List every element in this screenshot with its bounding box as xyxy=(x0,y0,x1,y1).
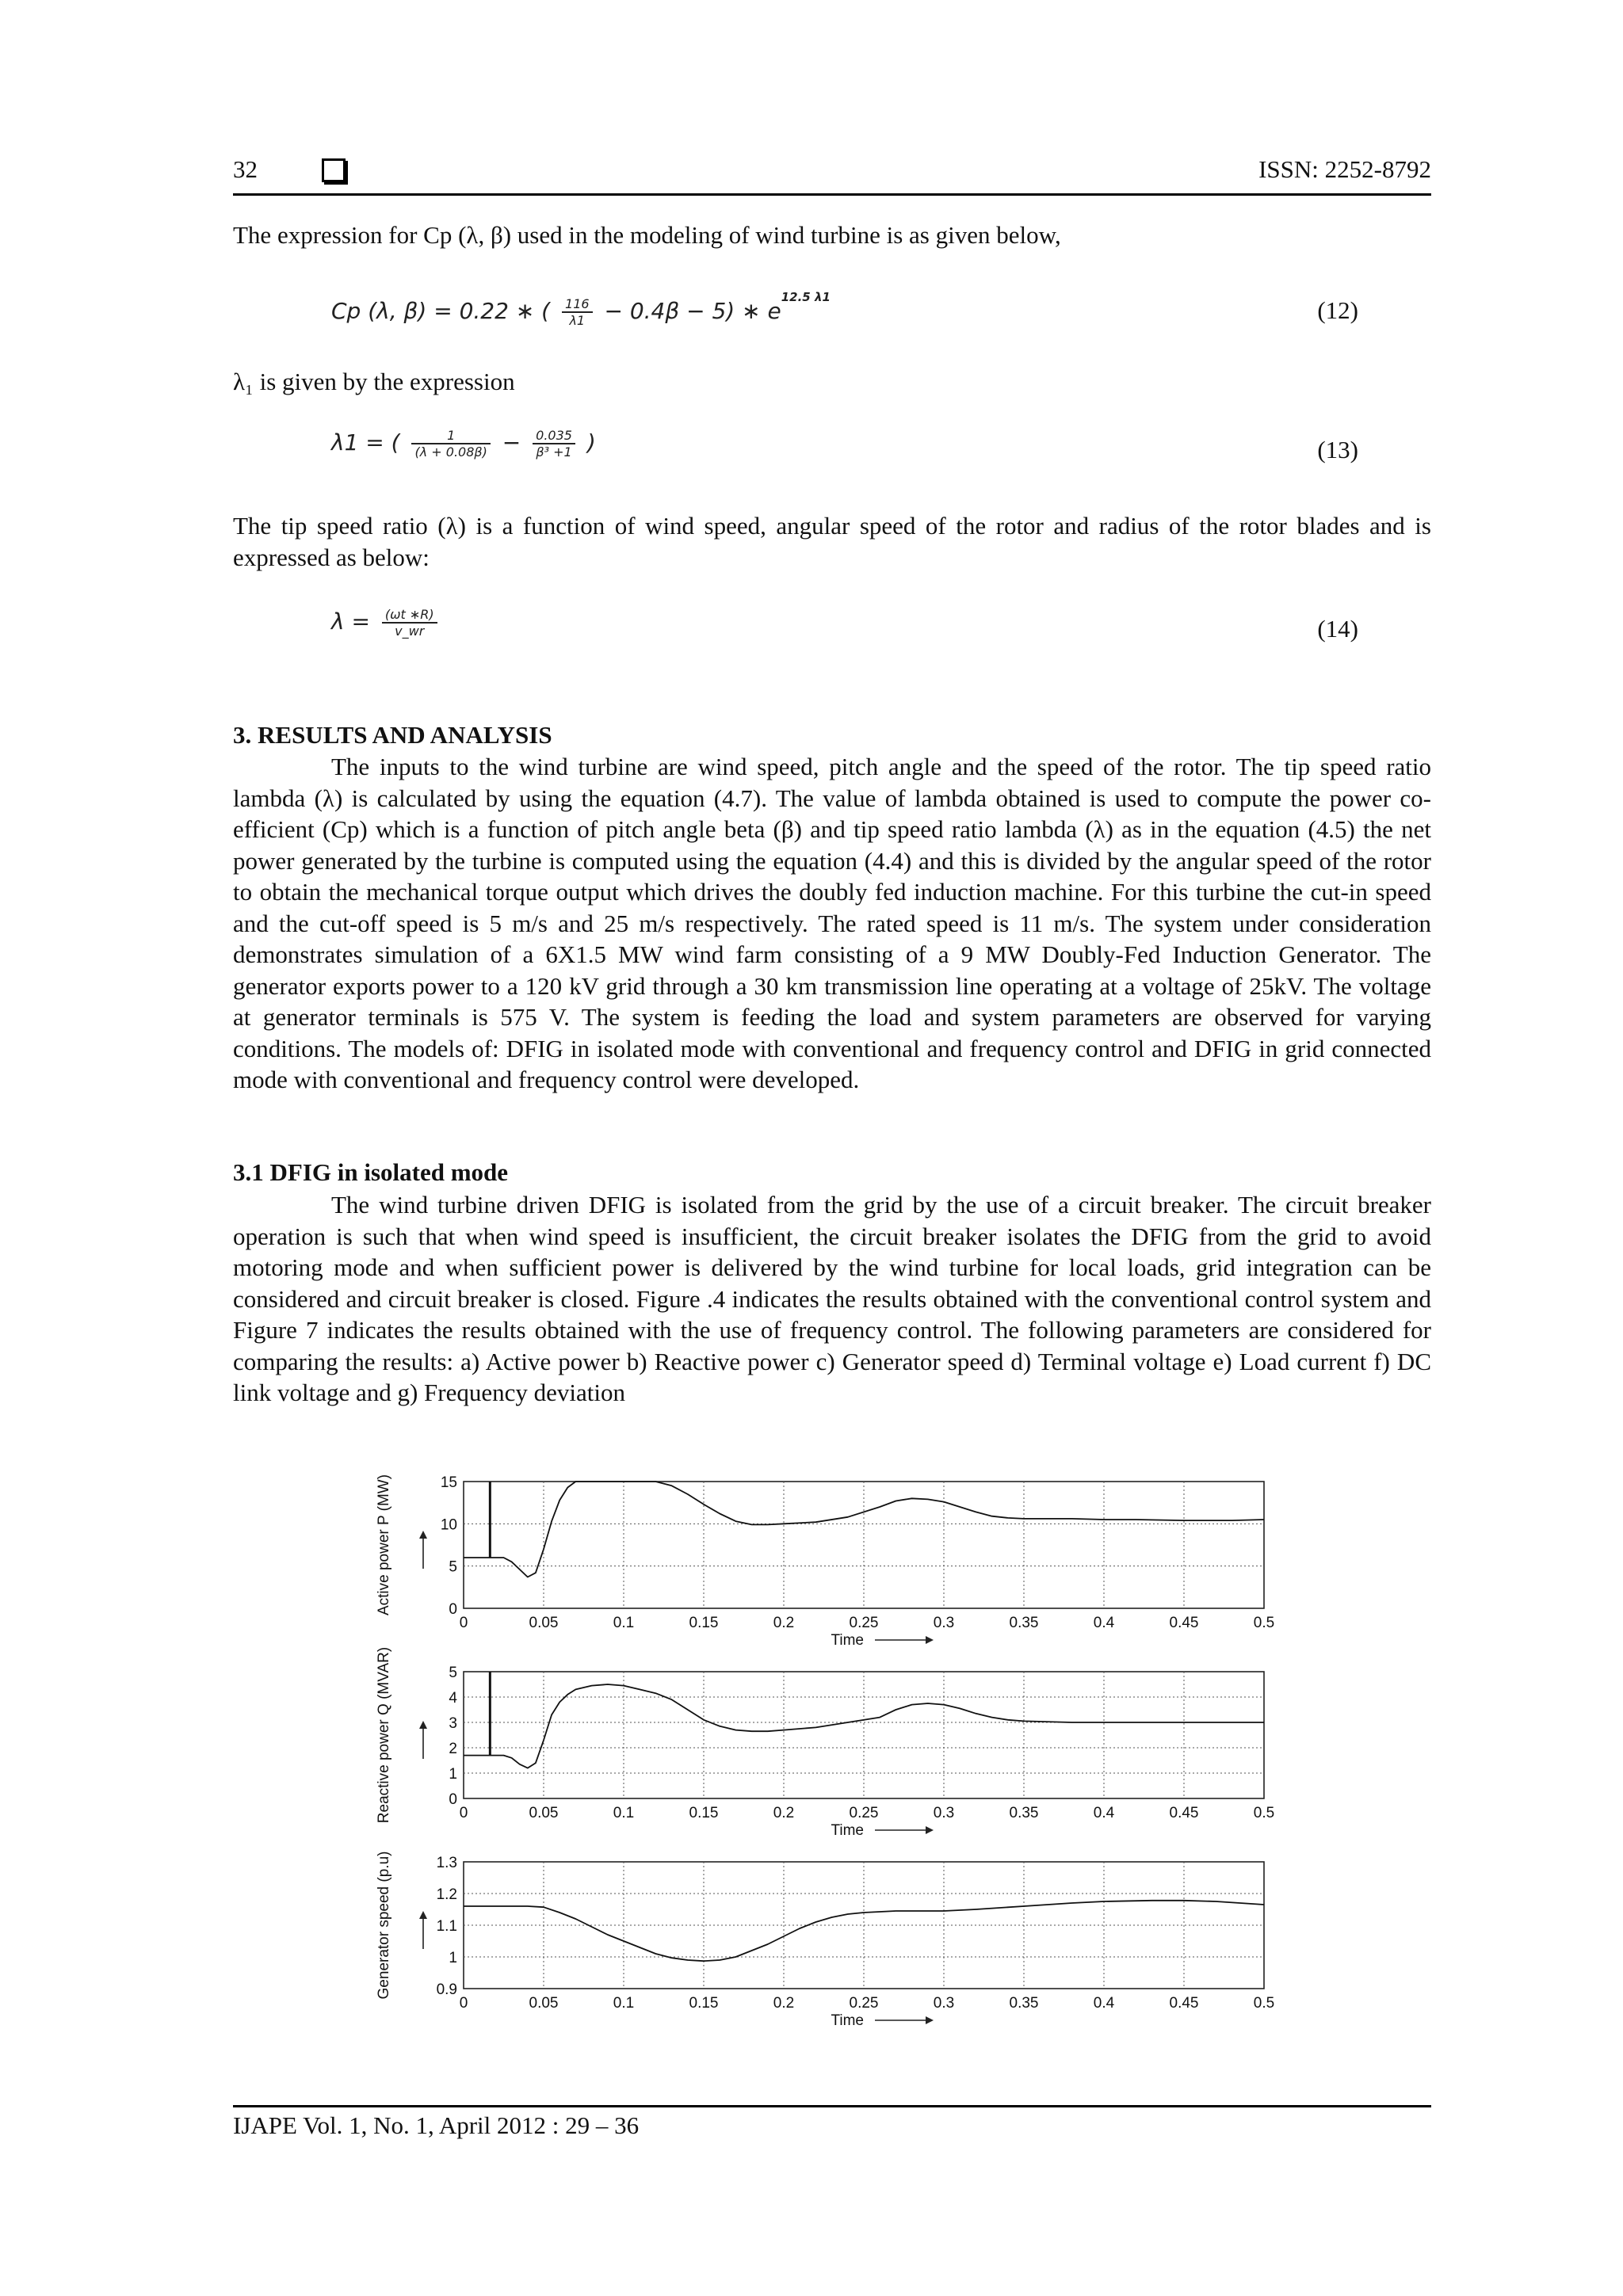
section-3-heading: 3. RESULTS AND ANALYSIS xyxy=(233,721,552,749)
eq14-lhs: λ = xyxy=(331,608,370,635)
section-3-1-paragraph: The wind turbine driven DFIG is isolated from the grid by the use of a circuit breaker. The circuit breaker operation is such that when wind speed is insufficient, the circuit breaker isolates the DFIG from the grid to avoid motoring mode and when sufficient power is delivered by the wind turbine for local loads, grid integration can be considered and circuit breaker is closed. Figure .4 indicates the results obtained with the conventional control system and Figure 7 indicates the results obtained with the use of frequency control. The following parameters are considered for comparing the results: a) Active power b) Reactive power c) Generator speed d) Terminal voltage e) Load current f) DC link voltage and g) Frequency deviation xyxy=(233,1191,1431,1406)
eq13-minus: − xyxy=(502,429,529,456)
x-tick-label: 0 xyxy=(459,1805,468,1821)
y-tick-label: 5 xyxy=(449,1558,457,1576)
equation-14-body xyxy=(331,607,442,639)
eq12-frac-den: λ1 xyxy=(569,313,586,328)
y-axis-label: Active power P (MW) xyxy=(376,1474,392,1616)
eq13-frac2-den: β³ +1 xyxy=(536,444,572,460)
equation-12-body xyxy=(331,290,831,328)
equation-13 xyxy=(233,428,1358,483)
eq13-frac1-num: 1 xyxy=(411,428,490,444)
y-tick-label: 3 xyxy=(449,1715,457,1732)
x-tick-label: 0.3 xyxy=(933,1995,955,2012)
x-tick-label: 0.2 xyxy=(773,1995,795,2012)
equation-14 xyxy=(233,607,1358,662)
y-tick-label: 2 xyxy=(449,1741,457,1757)
eq13-close: ) xyxy=(586,429,596,456)
eq12-fraction xyxy=(562,296,593,328)
x-tick-label: 0.35 xyxy=(1009,1995,1039,2012)
x-tick-label: 0.25 xyxy=(849,1805,879,1821)
eq14-frac-den: v_wr xyxy=(395,624,425,639)
intro-text: The expression for Cp (λ, β) used in the modeling of wind turbine is as given below, xyxy=(233,221,1061,249)
eq13-fraction-2 xyxy=(533,428,575,460)
y-axis-arrow-head xyxy=(419,1911,427,1919)
eq13-frac1-den: (λ + 0.08β) xyxy=(414,444,487,460)
x-tick-label: 0.4 xyxy=(1093,1805,1115,1821)
y-tick-label: 0 xyxy=(449,1601,457,1618)
y-axis-label: Generator speed (p.u) xyxy=(376,1851,392,2000)
x-tick-label: 0.2 xyxy=(773,1615,795,1631)
equation-13-number: (13) xyxy=(1317,436,1358,463)
y-tick-label: 1.2 xyxy=(436,1886,457,1903)
x-axis-label: Time xyxy=(831,1632,864,1649)
x-tick-label: 0.5 xyxy=(1253,1995,1275,2012)
x-tick-label: 0.05 xyxy=(529,1995,559,2012)
page-header xyxy=(233,155,1431,196)
y-tick-label: 1.3 xyxy=(436,1855,457,1871)
eq14-fraction xyxy=(382,607,437,639)
x-tick-label: 0.45 xyxy=(1169,1995,1199,2012)
x-tick-label: 0.5 xyxy=(1253,1805,1275,1821)
y-tick-label: 1 xyxy=(449,1950,457,1966)
x-tick-label: 0.1 xyxy=(613,1805,635,1821)
x-tick-label: 0.2 xyxy=(773,1805,795,1821)
x-tick-label: 0.15 xyxy=(689,1615,719,1631)
x-axis-arrow-head xyxy=(926,1826,934,1834)
y-tick-label: 1.1 xyxy=(436,1918,457,1935)
figure-charts xyxy=(365,1458,1284,2044)
x-tick-label: 0.25 xyxy=(849,1615,879,1631)
footer-rule xyxy=(233,2105,1431,2107)
x-tick-label: 0.25 xyxy=(849,1995,879,2012)
section-3-1-heading: 3.1 DFIG in isolated mode xyxy=(233,1158,509,1186)
eq13-frac2-num: 0.035 xyxy=(533,428,575,444)
eq12-rhs: − 0.4β − 5) ∗ e xyxy=(604,298,781,324)
x-tick-label: 0.15 xyxy=(689,1995,719,2012)
y-tick-label: 5 xyxy=(449,1665,457,1681)
y-tick-label: 1 xyxy=(449,1766,457,1783)
x-tick-label: 0.45 xyxy=(1169,1805,1199,1821)
eq12-frac-num: 116 xyxy=(562,296,593,313)
y-tick-label: 15 xyxy=(440,1474,457,1491)
x-axis-label: Time xyxy=(831,2012,864,2029)
tsr-text: The tip speed ratio (λ) is a function of wind speed, angular speed of the rotor and radius of the rotor blades and is expressed as below: xyxy=(233,512,1431,571)
y-tick-label: 0.9 xyxy=(436,1981,457,1998)
y-axis-arrow-head xyxy=(419,1531,427,1539)
x-tick-label: 0 xyxy=(459,1615,468,1631)
footer-citation: IJAPE Vol. 1, No. 1, April 2012 : 29 – 36 xyxy=(233,2111,640,2139)
x-tick-label: 0.05 xyxy=(529,1805,559,1821)
eq13-fraction-1 xyxy=(411,428,490,460)
y-axis-arrow-head xyxy=(419,1721,427,1729)
checkbox-square-icon xyxy=(322,158,346,182)
x-tick-label: 0.1 xyxy=(613,1995,635,2012)
issn-label: ISSN: 2252-8792 xyxy=(1258,155,1431,183)
x-axis-arrow-head xyxy=(926,1636,934,1644)
eq13-lhs: λ1 = ( xyxy=(331,429,400,456)
eq14-frac-num: (ωt ∗R) xyxy=(382,607,437,624)
x-tick-label: 0.35 xyxy=(1009,1805,1039,1821)
equation-14-number: (14) xyxy=(1317,615,1358,643)
x-axis-label: Time xyxy=(831,1822,864,1839)
eq12-exponent: 12.5 λ1 xyxy=(781,290,831,304)
y-tick-label: 0 xyxy=(449,1791,457,1808)
x-tick-label: 0.4 xyxy=(1093,1615,1115,1631)
x-tick-label: 0.15 xyxy=(689,1805,719,1821)
x-axis-arrow-head xyxy=(926,2016,934,2024)
eq12-lhs: Cp (λ, β) = 0.22 ∗ ( xyxy=(331,298,551,324)
section-3-paragraph: The inputs to the wind turbine are wind speed, pitch angle and the speed of the rotor. The tip speed ratio lambda (λ) is calculated by using the equation (4.7). The value of lambda obtained is used to compute the power co-efficient (Cp) which is a function of pitch angle beta (β) and tip speed ratio lambda (λ) as in the equation (4.5) the net power generated by the turbine is computed using the equation (4.4) and this is divided by the angular speed of the rotor to obtain the mechanical torque output which drives the doubly fed induction machine. For this turbine the cut-in speed and the cut-off speed is 5 m/s and 25 m/s respectively. The rated speed is 11 m/s. The system under consideration demonstrates simulation of a 6X1.5 MW wind farm consisting of a 9 MW Doubly-Fed Induction Generator. The generator exports power to a 120 kV grid through a 30 km transmission line operating at a voltage of 25kV. The voltage at generator terminals is 575 V. The system is feeding the load and system parameters are observed for varying conditions. The models of: DFIG in isolated mode with conventional and frequency control and DFIG in grid connected mode with conventional and frequency control were developed. xyxy=(233,753,1431,1093)
equation-12-number: (12) xyxy=(1317,296,1358,324)
x-tick-label: 0.1 xyxy=(613,1615,635,1631)
x-tick-label: 0.4 xyxy=(1093,1995,1115,2012)
x-tick-label: 0.5 xyxy=(1253,1615,1275,1631)
page-number: 32 xyxy=(233,155,258,183)
x-tick-label: 0 xyxy=(459,1995,468,2012)
x-tick-label: 0.05 xyxy=(529,1615,559,1631)
equation-12 xyxy=(233,290,1358,345)
x-tick-label: 0.45 xyxy=(1169,1615,1199,1631)
x-tick-label: 0.3 xyxy=(933,1615,955,1631)
charts-svg xyxy=(365,1458,1284,2044)
y-axis-label: Reactive power Q (MVAR) xyxy=(376,1646,392,1824)
y-tick-label: 10 xyxy=(440,1516,457,1534)
lambda1-intro: λ₁ is given by the expression xyxy=(233,368,515,395)
y-tick-label: 4 xyxy=(449,1690,457,1707)
x-tick-label: 0.3 xyxy=(933,1805,955,1821)
x-tick-label: 0.35 xyxy=(1009,1615,1039,1631)
equation-13-body xyxy=(331,428,596,460)
